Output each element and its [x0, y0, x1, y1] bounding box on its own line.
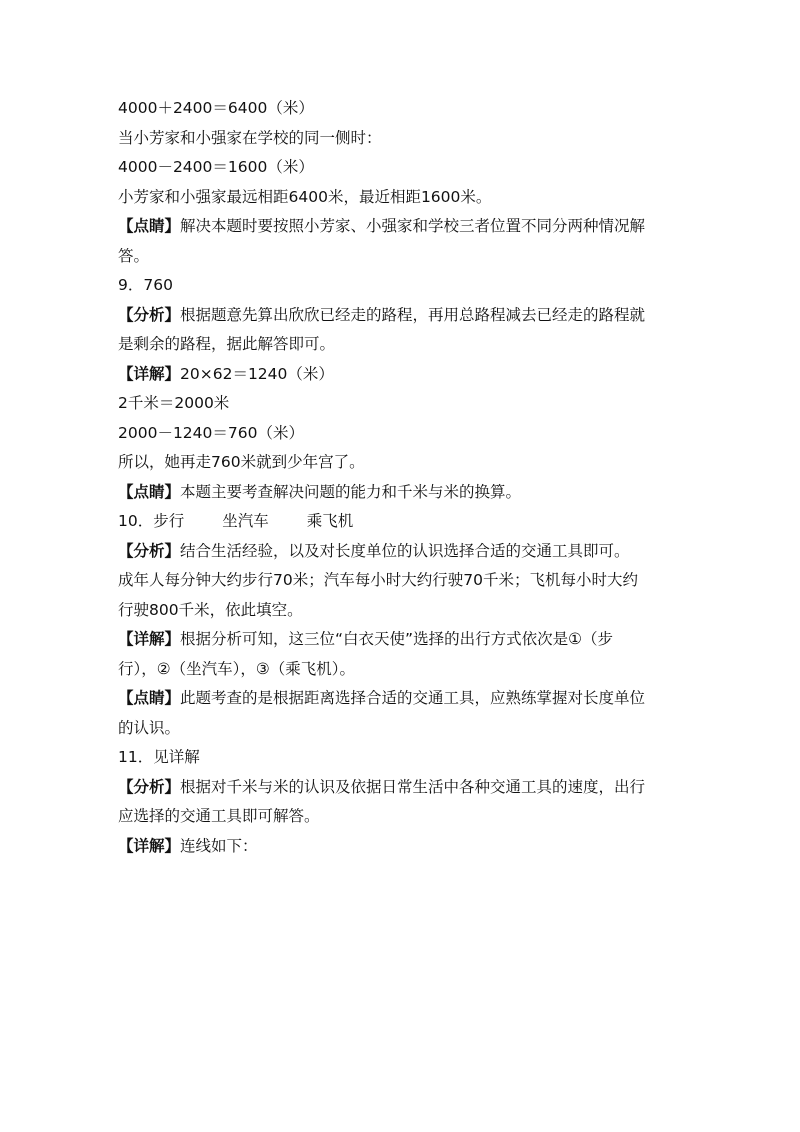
line-text: 结合生活经验，以及对长度单位的认识选择合适的交通工具即可。 — [180, 541, 630, 560]
line-text: 根据对千米与米的认识及依据日常生活中各种交通工具的速度，出行 — [180, 777, 646, 796]
section-tag: 【分析】 — [118, 305, 181, 324]
line-text: 应选择的交通工具即可解答。 — [118, 807, 320, 825]
text-line — [118, 714, 684, 744]
section-tag: 【分析】 — [118, 777, 181, 796]
text-line — [118, 124, 684, 154]
section-tag: 【详解】 — [118, 630, 181, 648]
text-line — [118, 625, 684, 655]
text-line — [118, 94, 684, 124]
text-line — [118, 655, 684, 685]
section-tag: 【详解】 — [118, 836, 181, 855]
line-text: 2000－1240＝760（米） — [118, 423, 304, 442]
line-text: 成年人每分钟大约步行70米；汽车每小时大约行驶70千米；飞机每小时大约 — [118, 571, 638, 589]
line-text: 行驶800千米，依此填空。 — [118, 600, 303, 619]
line-text: 答。 — [118, 246, 150, 265]
text-line — [118, 566, 684, 596]
question-number-line — [118, 743, 684, 773]
text-line — [118, 537, 684, 567]
text-line — [118, 802, 684, 832]
line-text: 11．见详解 — [118, 748, 200, 766]
line-text: 4000＋2400＝6400（米） — [118, 99, 314, 117]
text-line — [118, 389, 684, 419]
text-line — [118, 183, 684, 213]
text-line — [118, 448, 684, 478]
text-line — [118, 153, 684, 183]
line-text: 此题考查的是根据距离选择合适的交通工具，应熟练掌握对长度单位 — [180, 689, 646, 707]
line-text: 连线如下： — [180, 836, 258, 855]
line-text: 9．760 — [118, 276, 173, 294]
section-tag: 【分析】 — [118, 541, 181, 560]
line-text: 4000－2400＝1600（米） — [118, 158, 314, 176]
text-line — [118, 330, 684, 360]
text-line — [118, 773, 684, 803]
text-line — [118, 419, 684, 449]
section-tag: 【点睛】 — [118, 482, 181, 501]
section-tag: 【点睛】 — [118, 217, 181, 235]
text-line — [118, 478, 684, 508]
line-text: 根据分析可知，这三位“白衣天使”选择的出行方式依次是①（步 — [180, 630, 613, 648]
text-line — [118, 832, 684, 862]
text-line — [118, 242, 684, 272]
line-text: 的认识。 — [118, 718, 181, 737]
line-text: 解决本题时要按照小芳家、小强家和学校三者位置不同分两种情况解 — [180, 217, 646, 235]
line-text: 根据题意先算出欣欣已经走的路程，再用总路程减去已经走的路程就 — [180, 305, 646, 324]
line-text: 所以，她再走760米就到少年宫了。 — [118, 453, 365, 471]
line-text: 小芳家和小强家最远相距6400米，最近相距1600米。 — [118, 187, 492, 206]
document-body — [118, 94, 684, 861]
text-line — [118, 360, 684, 390]
section-tag: 【点睛】 — [118, 689, 181, 707]
question-number-line — [118, 271, 684, 301]
text-line — [118, 684, 684, 714]
line-text: 20×62＝1240（米） — [180, 364, 334, 383]
line-text: 本题主要考查解决问题的能力和千米与米的换算。 — [180, 482, 522, 501]
answer-text: 乘飞机 — [306, 512, 354, 530]
line-text: 行），②（坐汽车），③（乘飞机）。 — [118, 659, 356, 678]
line-text: 是剩余的路程，据此解答即可。 — [118, 335, 336, 353]
section-tag: 【详解】 — [118, 364, 181, 383]
text-line — [118, 212, 684, 242]
question-number-line — [118, 507, 684, 537]
text-line — [118, 301, 684, 331]
line-text: 当小芳家和小强家在学校的同一侧时： — [118, 128, 382, 147]
text-line — [118, 596, 684, 626]
answer-text: 坐汽车 — [222, 512, 269, 530]
line-text: 10．步行 — [118, 512, 185, 530]
line-text: 2千米＝2000米 — [118, 394, 230, 412]
